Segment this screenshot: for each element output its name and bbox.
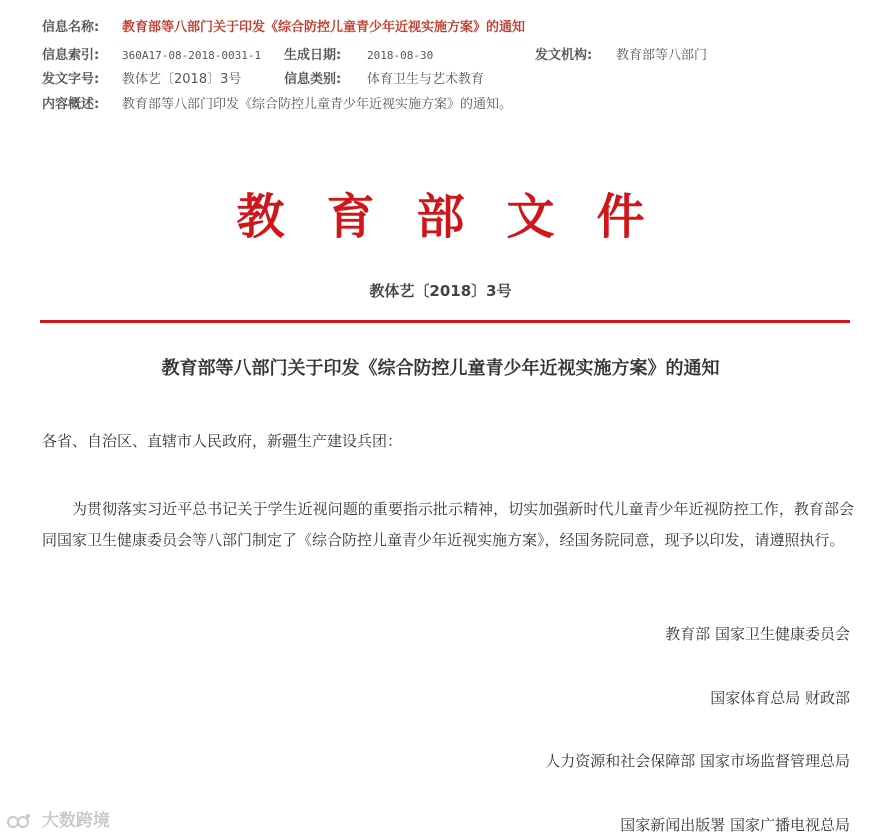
info-date-label: 生成日期: — [284, 48, 342, 63]
info-index-row — [0, 46, 881, 66]
info-name-row — [0, 18, 881, 38]
info-name-value: 教育部等八部门关于印发《综合防控儿童青少年近视实施方案》的通知 — [122, 20, 526, 35]
info-docno-label: 发文字号: — [42, 72, 100, 87]
signatory-line-3: 人力资源和社会保障部 国家市场监督管理总局 — [545, 752, 850, 770]
info-docno-value: 教体艺〔2018〕3号 — [122, 72, 242, 87]
document-header-title: 教育部文件 — [236, 189, 687, 245]
info-issuer-value: 教育部等八部门 — [616, 48, 708, 63]
signatory-line-1: 教育部 国家卫生健康委员会 — [665, 625, 850, 643]
notice-addressee: 各省、自治区、直辖市人民政府，新疆生产建设兵团： — [42, 432, 403, 450]
signatory-line-2: 国家体育总局 财政部 — [710, 689, 850, 707]
red-divider-line — [40, 320, 850, 323]
info-category-label: 信息类别: — [284, 72, 342, 87]
info-summary-label: 内容概述: — [42, 97, 100, 112]
info-name-label: 信息名称: — [42, 20, 100, 35]
signatory-line-4: 国家新闻出版署 国家广播电视总局 — [620, 816, 850, 834]
info-issuer-label: 发文机构: — [535, 48, 593, 63]
info-category-value: 体育卫生与艺术教育 — [367, 72, 485, 87]
watermark-text: 大数跨境 — [41, 811, 110, 831]
info-metadata-panel — [0, 0, 881, 120]
notice-body: 为贯彻落实习近平总书记关于学生近视问题的重要指示批示精神，切实加强新时代儿童青少年近视防控工作，教育部会同国家卫生健康委员会等八部门制定了《综合防控儿童青少年近视实施方案》，经国务院同意，现予以印发，请遵照执行。 — [42, 500, 854, 549]
info-date-value: 2018-08-30 — [367, 49, 434, 62]
info-summary-value: 教育部等八部门印发《综合防控儿童青少年近视实施方案》的通知。 — [122, 97, 513, 112]
info-index-label: 信息索引: — [42, 48, 100, 63]
watermark — [6, 806, 110, 831]
info-docno-row — [0, 70, 881, 90]
document-number: 教体艺〔2018〕3号 — [369, 282, 512, 300]
watermark-logo-icon — [6, 812, 32, 830]
info-index-value: 360A17-08-2018-0031-1 — [122, 49, 262, 62]
info-summary-row — [0, 95, 881, 115]
notice-title: 教育部等八部门关于印发《综合防控儿童青少年近视实施方案》的通知 — [161, 358, 720, 379]
